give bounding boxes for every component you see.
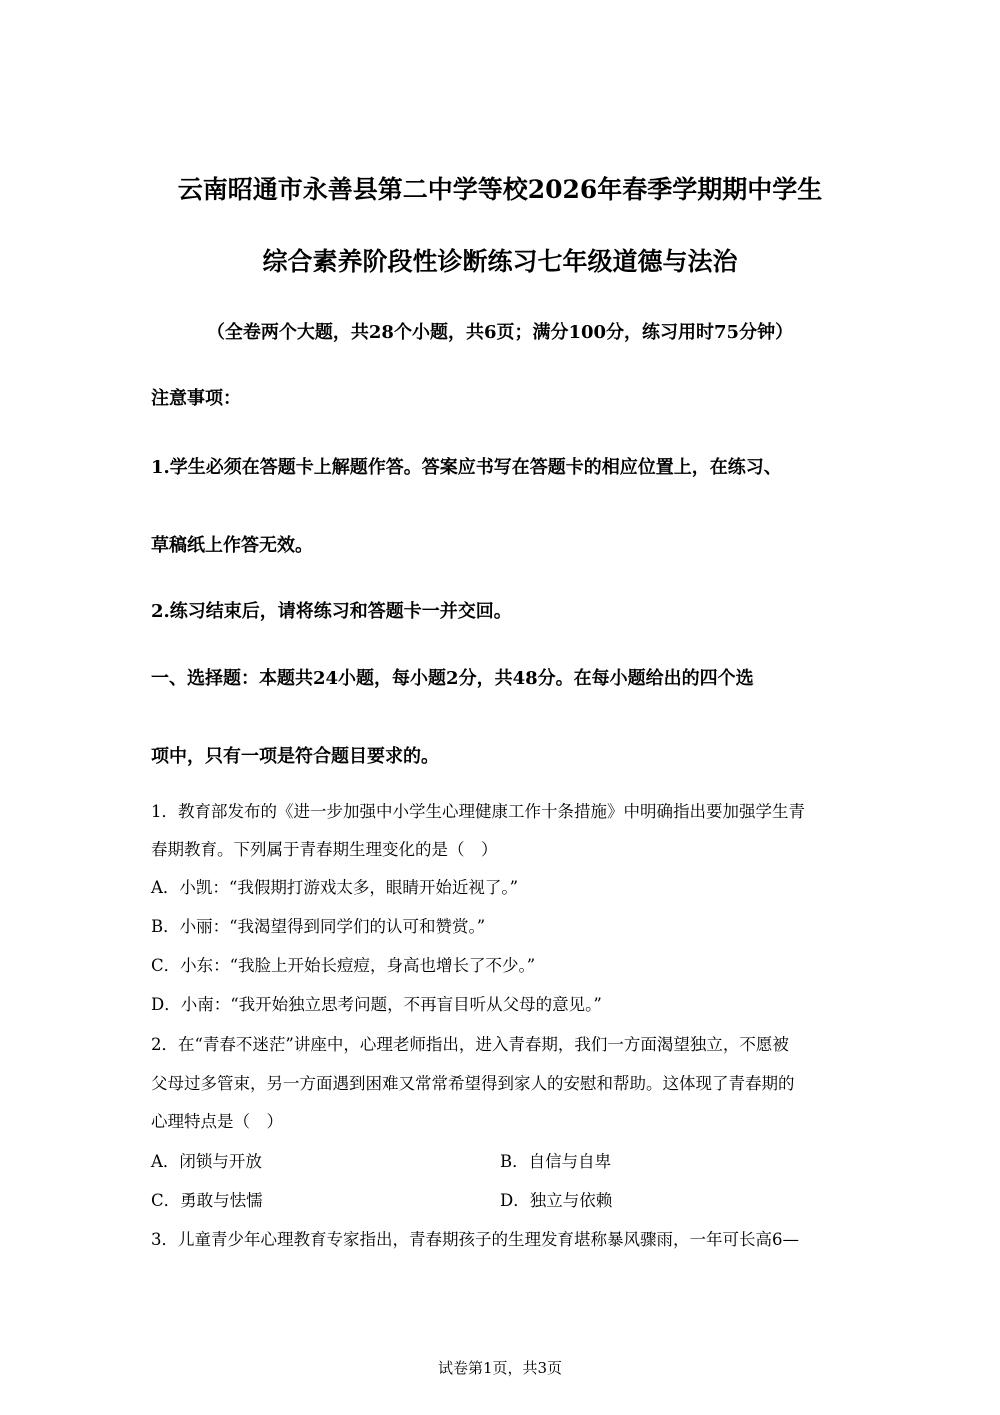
exam-title-line2: 综合素养阶段性诊断练习七年级道德与法治 <box>262 247 738 276</box>
question-1-option-b: B．小丽：“我渴望得到同学们的认可和赞赏。” <box>151 917 486 936</box>
question-3-stem-line1: 3．儿童青少年心理教育专家指出，青春期孩子的生理发育堪称暴风骤雨，一年可长高6— <box>151 1230 799 1249</box>
question-2-option-c: C．勇敢与怯懦 <box>151 1191 263 1210</box>
exam-title-line1: 云南昭通市永善县第二中学等校2026年春季学期期中学生 <box>177 175 823 204</box>
question-2-option-d: D．独立与依赖 <box>500 1191 613 1210</box>
question-1-option-a: A．小凯：“我假期打游戏太多，眼睛开始近视了。” <box>151 878 519 897</box>
question-2-stem-line2: 父母过多管束，另一方面遇到困难又常常希望得到家人的安慰和帮助。这体现了青春期的 <box>151 1074 795 1093</box>
question-2-stem-line3: 心理特点是（ ） <box>151 1112 283 1131</box>
section-heading-line2: 项中，只有一项是符合题目要求的。 <box>151 746 439 767</box>
note-item-1-line2: 草稿纸上作答无效。 <box>151 535 313 556</box>
note-item-1-line1: 1.学生必须在答题卡上解题作答。答案应书写在答题卡的相应位置上，在练习、 <box>151 457 782 478</box>
question-1-option-d: D．小南：“我开始独立思考问题，不再盲目听从父母的意见。” <box>151 995 602 1014</box>
notes-heading: 注意事项： <box>151 388 241 409</box>
question-2-option-a: A．闭锁与开放 <box>151 1152 262 1171</box>
question-2-option-b: B．自信与自卑 <box>500 1152 612 1171</box>
section-heading-line1: 一、选择题：本题共24小题，每小题2分，共48分。在每小题给出的四个选 <box>151 668 754 689</box>
exam-info: （全卷两个大题，共28个小题，共6页；满分100分，练习用时75分钟） <box>206 322 794 343</box>
page-footer: 试卷第1页，共3页 <box>437 1359 563 1377</box>
question-2-stem-line1: 2．在“青春不迷茫”讲座中，心理老师指出，进入青春期，我们一方面渴望独立，不愿被 <box>151 1035 789 1054</box>
question-1-option-c: C．小东：“我脸上开始长痘痘，身高也增长了不少。” <box>151 956 536 975</box>
note-item-2: 2.练习结束后，请将练习和答题卡一并交回。 <box>151 601 512 622</box>
question-1-stem-line1: 1．教育部发布的《进一步加强中小学生心理健康工作十条措施》中明确指出要加强学生青 <box>151 802 805 821</box>
question-1-stem-line2: 春期教育。下列属于青春期生理变化的是（ ） <box>151 840 498 859</box>
